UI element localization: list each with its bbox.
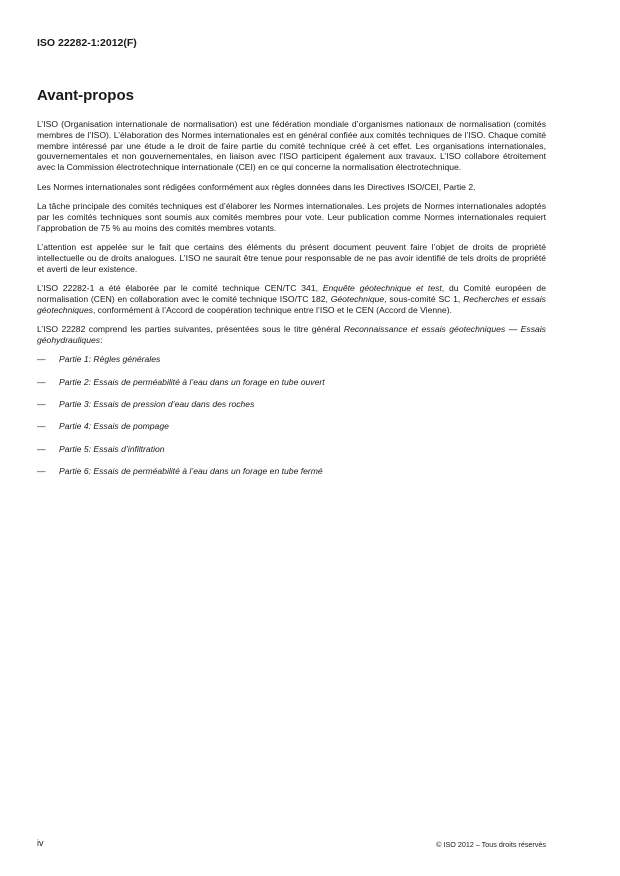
page-number: iv <box>37 838 44 848</box>
prepared-by-text-1: L’ISO 22282-1 a été élaborée par le comité technique CEN/TC 341, <box>37 282 323 293</box>
list-item <box>37 399 546 410</box>
foreword-body <box>37 119 546 488</box>
paragraph-committee-task: La tâche principale des comités techniques est d’élaborer les Normes internationales. Les projets de Normes internationales adoptés par les comités techniques sont soumis aux comités membres pour vote. Leur publication comme Normes internationales requiert l’approbation de 75 % au moins des comités membres votants. <box>37 200 546 233</box>
list-item <box>37 421 546 432</box>
part-title: Partie 2: Essais de perméabilité à l’eau dans un forage en tube ouvert <box>59 376 325 387</box>
list-dash: — <box>37 443 46 454</box>
part-title: Partie 5: Essais d’infiltration <box>59 443 165 454</box>
list-dash: — <box>37 466 46 477</box>
prepared-by-tc-title: Géotechnique <box>330 293 385 304</box>
parts-intro-text-2: : <box>100 334 103 345</box>
list-item <box>37 377 546 388</box>
part-title: Partie 3: Essais de pression d’eau dans des roches <box>59 398 255 409</box>
list-dash: — <box>37 376 46 387</box>
prepared-by-sc-title: Recherches et essais géotechniques <box>37 293 546 315</box>
list-item <box>37 444 546 455</box>
part-title: Partie 6: Essais de perméabilité à l’eau dans un forage en tube fermé <box>59 466 323 477</box>
parts-list <box>37 354 546 477</box>
parts-intro-text-1: L’ISO 22282 comprend les parties suivantes, présentées sous le titre général <box>37 323 344 334</box>
paragraph-prepared-by <box>37 283 546 315</box>
paragraph-parts-intro <box>37 324 546 346</box>
list-dash: — <box>37 354 46 365</box>
list-dash: — <box>37 398 46 409</box>
document-id-header: ISO 22282-1:2012(F) <box>37 37 137 49</box>
parts-general-title: Reconnaissance et essais géotechniques — Essais géohydrauliques <box>37 323 546 345</box>
copyright-notice: © ISO 2012 – Tous droits réservés <box>436 840 546 849</box>
prepared-by-text-2: , du Comité européen de normalisation (CEN) en collaboration avec le comité technique ISO/TC 182, <box>37 282 546 304</box>
paragraph-iso-intro: L’ISO (Organisation internationale de normalisation) est une fédération mondiale d’organismes nationaux de normalisation (comités membres de l’ISO). L’élaboration des Normes internationales est en général confiée aux comités techniques de l’ISO. Chaque comité membre intéressé par une étude a le droit de faire partie du comité technique créé à cet effet. Les organisations internationales, gouvernementales et non gouvernementales, en liaison avec l’ISO participent également aux travaux. L’ISO collabore étroitement avec la Commission électrotechnique internationale (CEI) en ce qui concerne la normalisation électrotechnique. <box>37 119 546 173</box>
part-title: Partie 1: Règles générales <box>59 354 161 365</box>
list-dash: — <box>37 421 46 432</box>
prepared-by-committee-title: Enquête géotechnique et test <box>322 282 442 293</box>
paragraph-patent-rights: L’attention est appelée sur le fait que certains des éléments du présent document peuvent faire l’objet de droits de propriété intellectuelle ou de droits analogues. L’ISO ne saurait être tenue pour responsable de ne pas avoir identifié de tels droits de propriété et averti de leur existence. <box>37 241 546 274</box>
prepared-by-text-4: , conformément à l’Accord de coopération technique entre l’ISO et le CEN (Accord de Vienne). <box>92 304 452 315</box>
page-title: Avant-propos <box>37 87 134 104</box>
prepared-by-text-3: , sous-comité SC 1, <box>384 293 464 304</box>
part-title: Partie 4: Essais de pompage <box>59 421 169 432</box>
list-item <box>37 466 546 477</box>
list-item <box>37 354 546 365</box>
paragraph-directives: Les Normes internationales sont rédigées conformément aux règles données dans les Directives ISO/CEI, Partie 2. <box>37 181 476 192</box>
